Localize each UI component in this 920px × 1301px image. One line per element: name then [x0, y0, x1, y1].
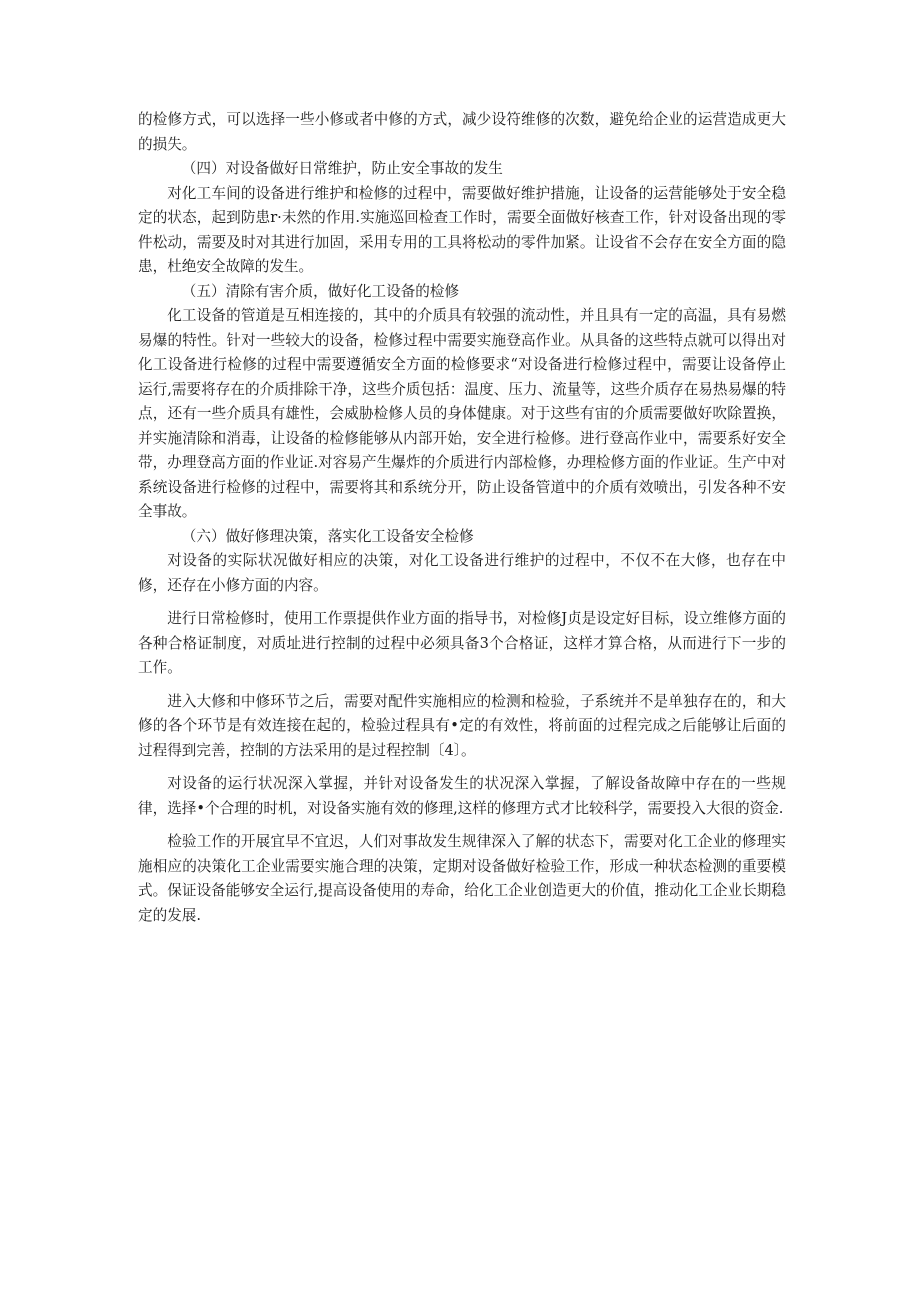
body-paragraph: 检验工作的开展宜早不宜迟，人们对事故发生规律深入了解的状态下，需要对化工企业的修理实施相应的决策化工企业需要实施合理的决策，定期对设备做好检验工作，形成一种状态检测的重要模式。保证设备能够安全运行,提高设备使用的寿命，给化工企业创造更大的价值，推动化工企业长期稳定的发展.: [138, 833, 786, 924]
document-body: [138, 108, 786, 928]
body-paragraph: 进入大修和中修环节之后，需要对配件实施相应的检测和检验，子系统并不是单独存在的，和大修的各个环节是有效连接在起的，检验过程具有•定的有效性，将前面的过程完成之后能够让后面的过程得到完善，控制的方法采用的是过程控制〔4〕。: [138, 692, 786, 759]
body-paragraph: 对设备的运行状况深入掌握，并针对设备发生的状况深入掌握，了解设备故障中存在的一些规律，选择•个合理的时机，对设备实施有效的修理,这样的修理方式才比较科学，需要投入大很的资金.: [138, 775, 786, 817]
continuation-paragraph: 的检修方式，可以选择一些小修或者中修的方式，减少设符维修的次数，避免给企业的运营造成更大的损失。: [138, 111, 786, 153]
body-paragraph: 对设备的实际状况做好相应的决策，对化工设备进行维护的过程中，不仅不在大修，也存在中修，还存在小修方面的内容。: [138, 552, 786, 594]
section-heading-4: （四）对设备做好日常维护，防止安全事故的发生: [181, 160, 503, 177]
body-paragraph: 化工设备的管道是互相连接的，其中的介质具有较强的流动性，并且具有一定的高温，具有易燃易爆的特性。针对一些较大的设备，检修过程中需要实施登高作业。从具备的这些特点就可以得出对化工设备进行检修的过程中需要遵循安全方面的检修要求“对设备进行检修过程中，需要让设备停止运行,需要将存在的介质排除干净，这些介质包括：温度、压力、流量等，这些介质存在易热易爆的特点，还有一些介质具有雄性，会威胁检修人员的身体健康。对于这些有宙的介质需要做好吹除置换，并实施清除和消毒，让设备的检修能够从内部开始，安全进行检修。进行登高作业中，需要系好安全带，办理登高方面的作业证.对容易产生爆炸的介质进行内部检修，办理检修方面的作业证。生产中对系统设备进行检修的过程中，需要将其和系统分开，防止设备管道中的介质有效喷出，引发各种不安全事故。: [138, 307, 786, 520]
body-paragraph: 对化工车间的设备进行维护和检修的过程中，需要做好维护措施，让设备的运营能够处于安全稳定的状态，起到防患r·未然的作用.实施巡回检查工作时，需要全面做好核查工作，针对设备出现的零件松动，需要及时对其进行加固，采用专用的工具将松动的零件加紧。让设省不会存在安全方面的隐患，杜绝安全故障的发生。: [138, 184, 786, 275]
section-heading-6: （六）做好修理决策，落实化工设备安全检修: [181, 527, 474, 545]
body-paragraph: 进行日常检修时，使用工作票提供作业方面的指导书，对检修J贞是设定好目标，设立维修方面的各种合格证制度，对质址进行控制的过程中必须具备3个合格证，这样才算合格，从而进行下一步的工作。: [138, 610, 786, 676]
section-heading-5: （五）清除有害介质，做好化工设备的检修: [181, 282, 460, 300]
